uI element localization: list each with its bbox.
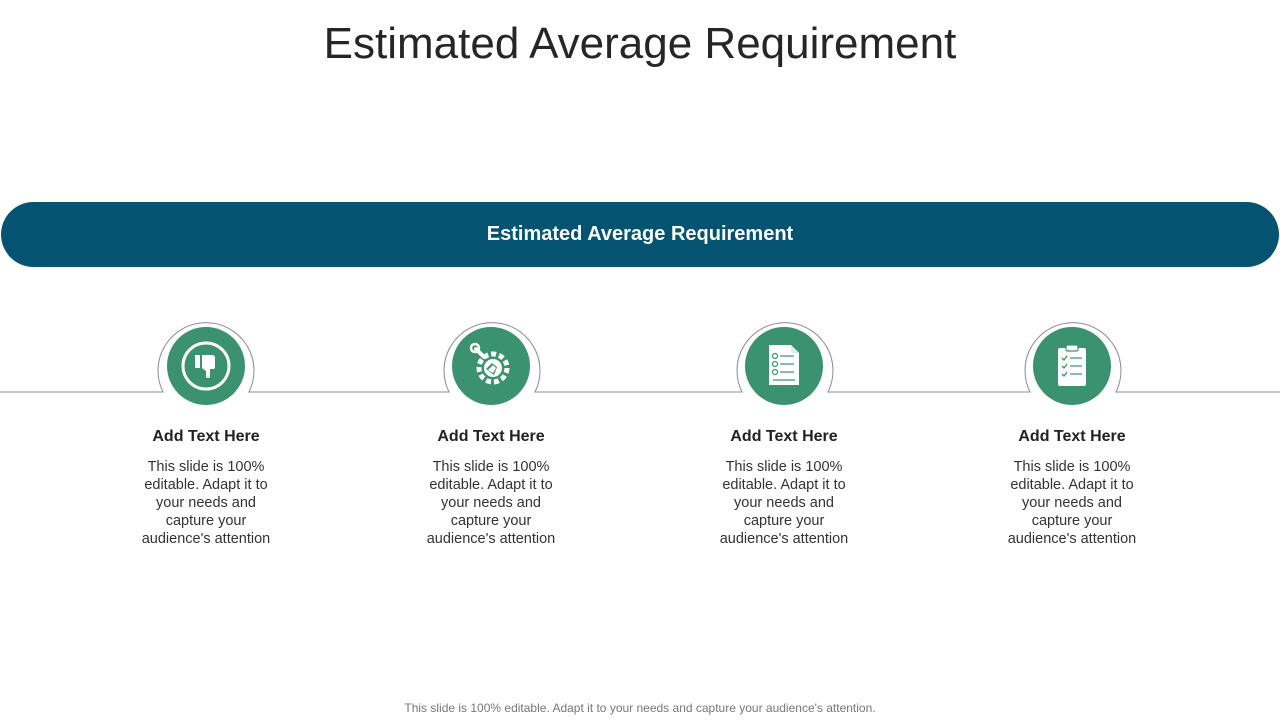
step-1-body: This slide is 100% editable. Adapt it to your needs and capture your audience's attention <box>141 459 271 547</box>
step-3-body: This slide is 100% editable. Adapt it to your needs and capture your audience's attention <box>719 459 849 547</box>
banner-label: Estimated Average Requirement <box>486 223 794 245</box>
step-2-circle <box>452 327 530 405</box>
step-2-body: This slide is 100% editable. Adapt it to your needs and capture your audience's attention <box>426 459 556 547</box>
wrench-gear-icon <box>464 339 518 393</box>
footer-note: This slide is 100% editable. Adapt it to your needs and capture your audience's attention. <box>404 701 876 715</box>
clipboard-checklist-icon <box>1045 339 1099 393</box>
step-4-body: This slide is 100% editable. Adapt it to your needs and capture your audience's attention <box>1007 459 1137 547</box>
page-title: Estimated Average Requirement <box>323 19 957 68</box>
step-3-heading: Add Text Here <box>730 428 838 445</box>
step-4-circle <box>1033 327 1111 405</box>
step-1-heading: Add Text Here <box>152 428 260 445</box>
title-banner <box>1 202 1279 267</box>
thumbs-down-icon <box>179 339 233 393</box>
document-list-icon <box>757 339 811 393</box>
step-1-circle <box>167 327 245 405</box>
step-4-heading: Add Text Here <box>1018 428 1126 445</box>
step-3-circle <box>745 327 823 405</box>
step-2-heading: Add Text Here <box>437 428 545 445</box>
